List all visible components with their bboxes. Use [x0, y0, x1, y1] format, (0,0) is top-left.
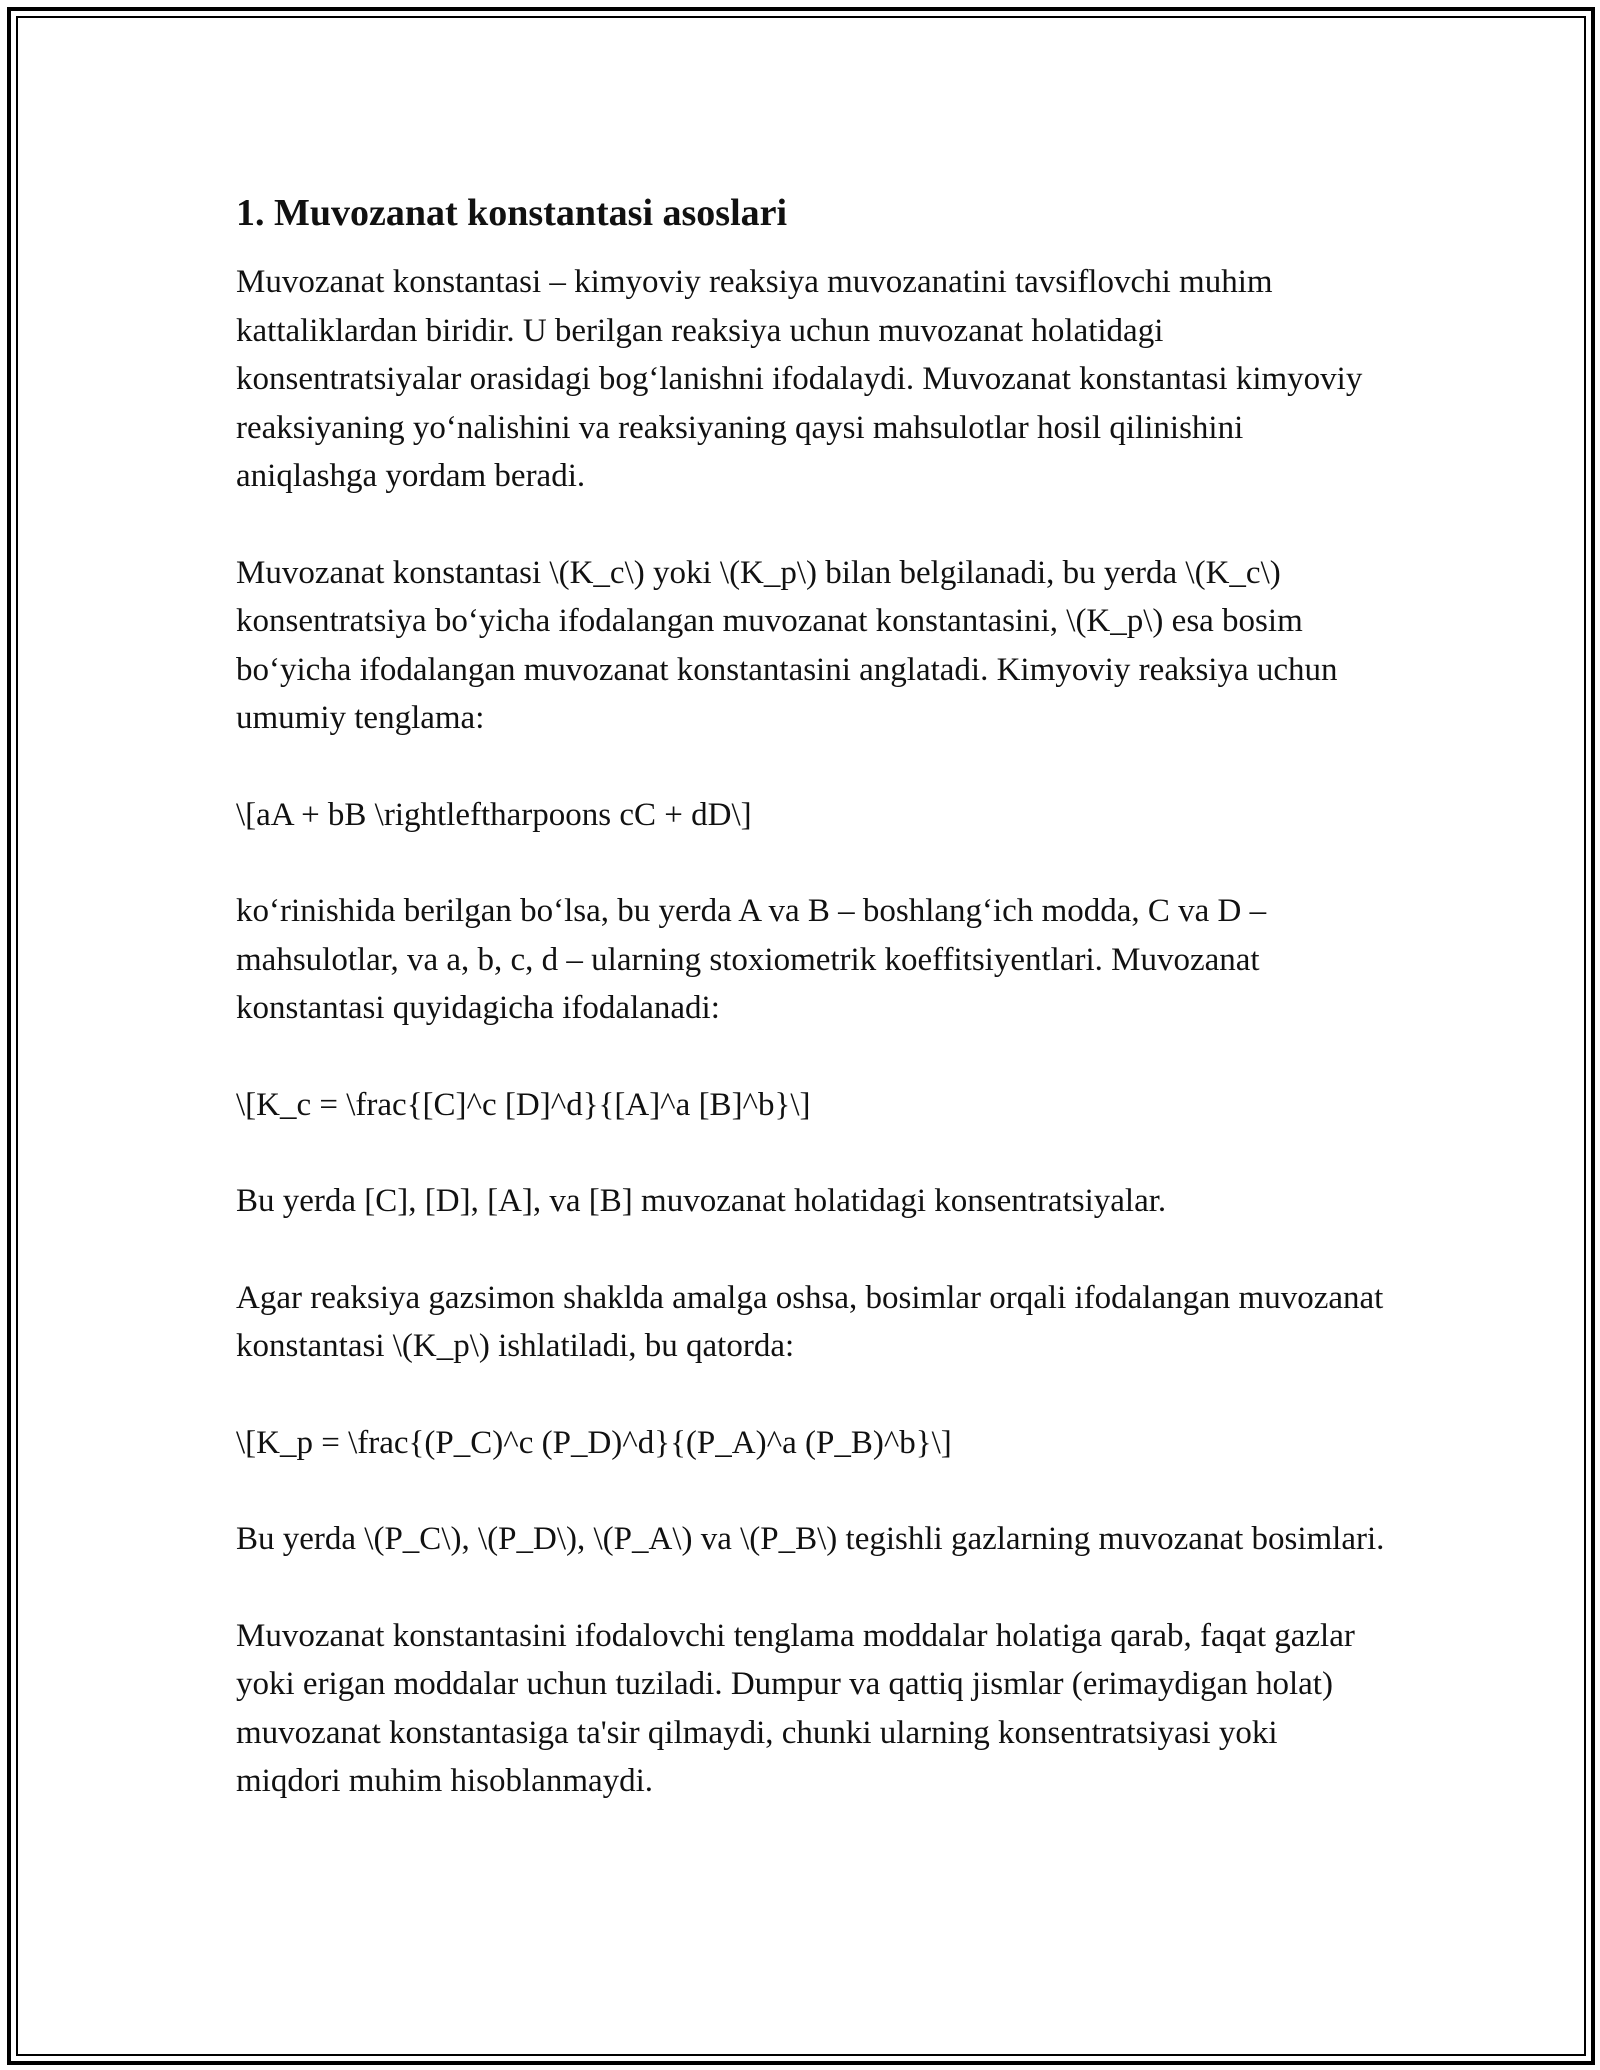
section-heading: 1. Muvozanat konstantasi asoslari [236, 192, 788, 234]
paragraph-gas-phase: Agar reaksiya gazsimon shakldа amalga oshsa, bosimlar orqali ifodalangan muvozanat konstantasi \(K_p\) ishlatiladi, bu qatorda: [236, 1279, 1384, 1364]
document-body [236, 188, 1386, 1854]
paragraph-reaction-description: ko‘rinishida berilgan bo‘lsa, bu yerda A va B – boshlang‘ich modda, C va D – mahsulotlar, va a, b, c, d – ularning stoxiometrik koeffitsiyentlari. Muvozanat konstantasi quyidagicha ifodalanadi: [236, 893, 1267, 1026]
equation-kp: \[K_p = \frac{(P_C)^c (P_D)^d}{(P_A)^a (P_B)^b}\] [236, 1424, 952, 1461]
paragraph-concentrations: Bu yerda [C], [D], [A], va [B] muvozanat holatidagi konsentratsiyalar. [236, 1183, 1167, 1219]
paragraph-intro: Muvozanat konstantasi – kimyoviy reaksiya muvozanatini tavsiflovchi muhim kattaliklardan biridir. U berilgan reaksiya uchun muvozanat holatidagi konsentratsiyalar orasidagi bog‘lanishni ifodalaydi. Muvozanat konstantasi kimyoviy reaksiyaning yo‘nalishini va reaksiyaning qaysi mahsulotlar hosil qilinishini aniqlashga yordam beradi. [236, 264, 1363, 494]
equation-kc: \[K_c = \frac{[C]^c [D]^d}{[A]^a [B]^b}\] [236, 1086, 811, 1123]
paragraph-notation: Muvozanat konstantasi \(K_c\) yoki \(K_p\) bilan belgilanadi, bu yerda \(K_c\) konsentratsiya bo‘yicha ifodalangan muvozanat konstantasini, \(K_p\) esa bosim bo‘yicha ifodalangan muvozanat konstantasini anglatadi. Kimyoviy reaksiya uchun umumiy tenglama: [236, 554, 1338, 736]
equation-reaction: \[aA + bB \rightleftharpoons cC + dD\] [236, 796, 752, 833]
paragraph-conclusion: Muvozanat konstantasini ifodalovchi tenglama moddalar holatiga qarab, faqat gazlar yoki erigan moddalar uchun tuziladi. Dumpur va qattiq jismlar (erimaydigan holat) muvozanat konstantasiga ta'sir qilmaydi, chunki ularning konsentratsiyasi yoki miqdori muhim hisoblanmaydi. [236, 1617, 1355, 1799]
paragraph-pressures: Bu yerda \(P_C\), \(P_D\), \(P_A\) va \(P_B\) tegishli gazlarning muvozanat bosimlari. [236, 1521, 1385, 1557]
